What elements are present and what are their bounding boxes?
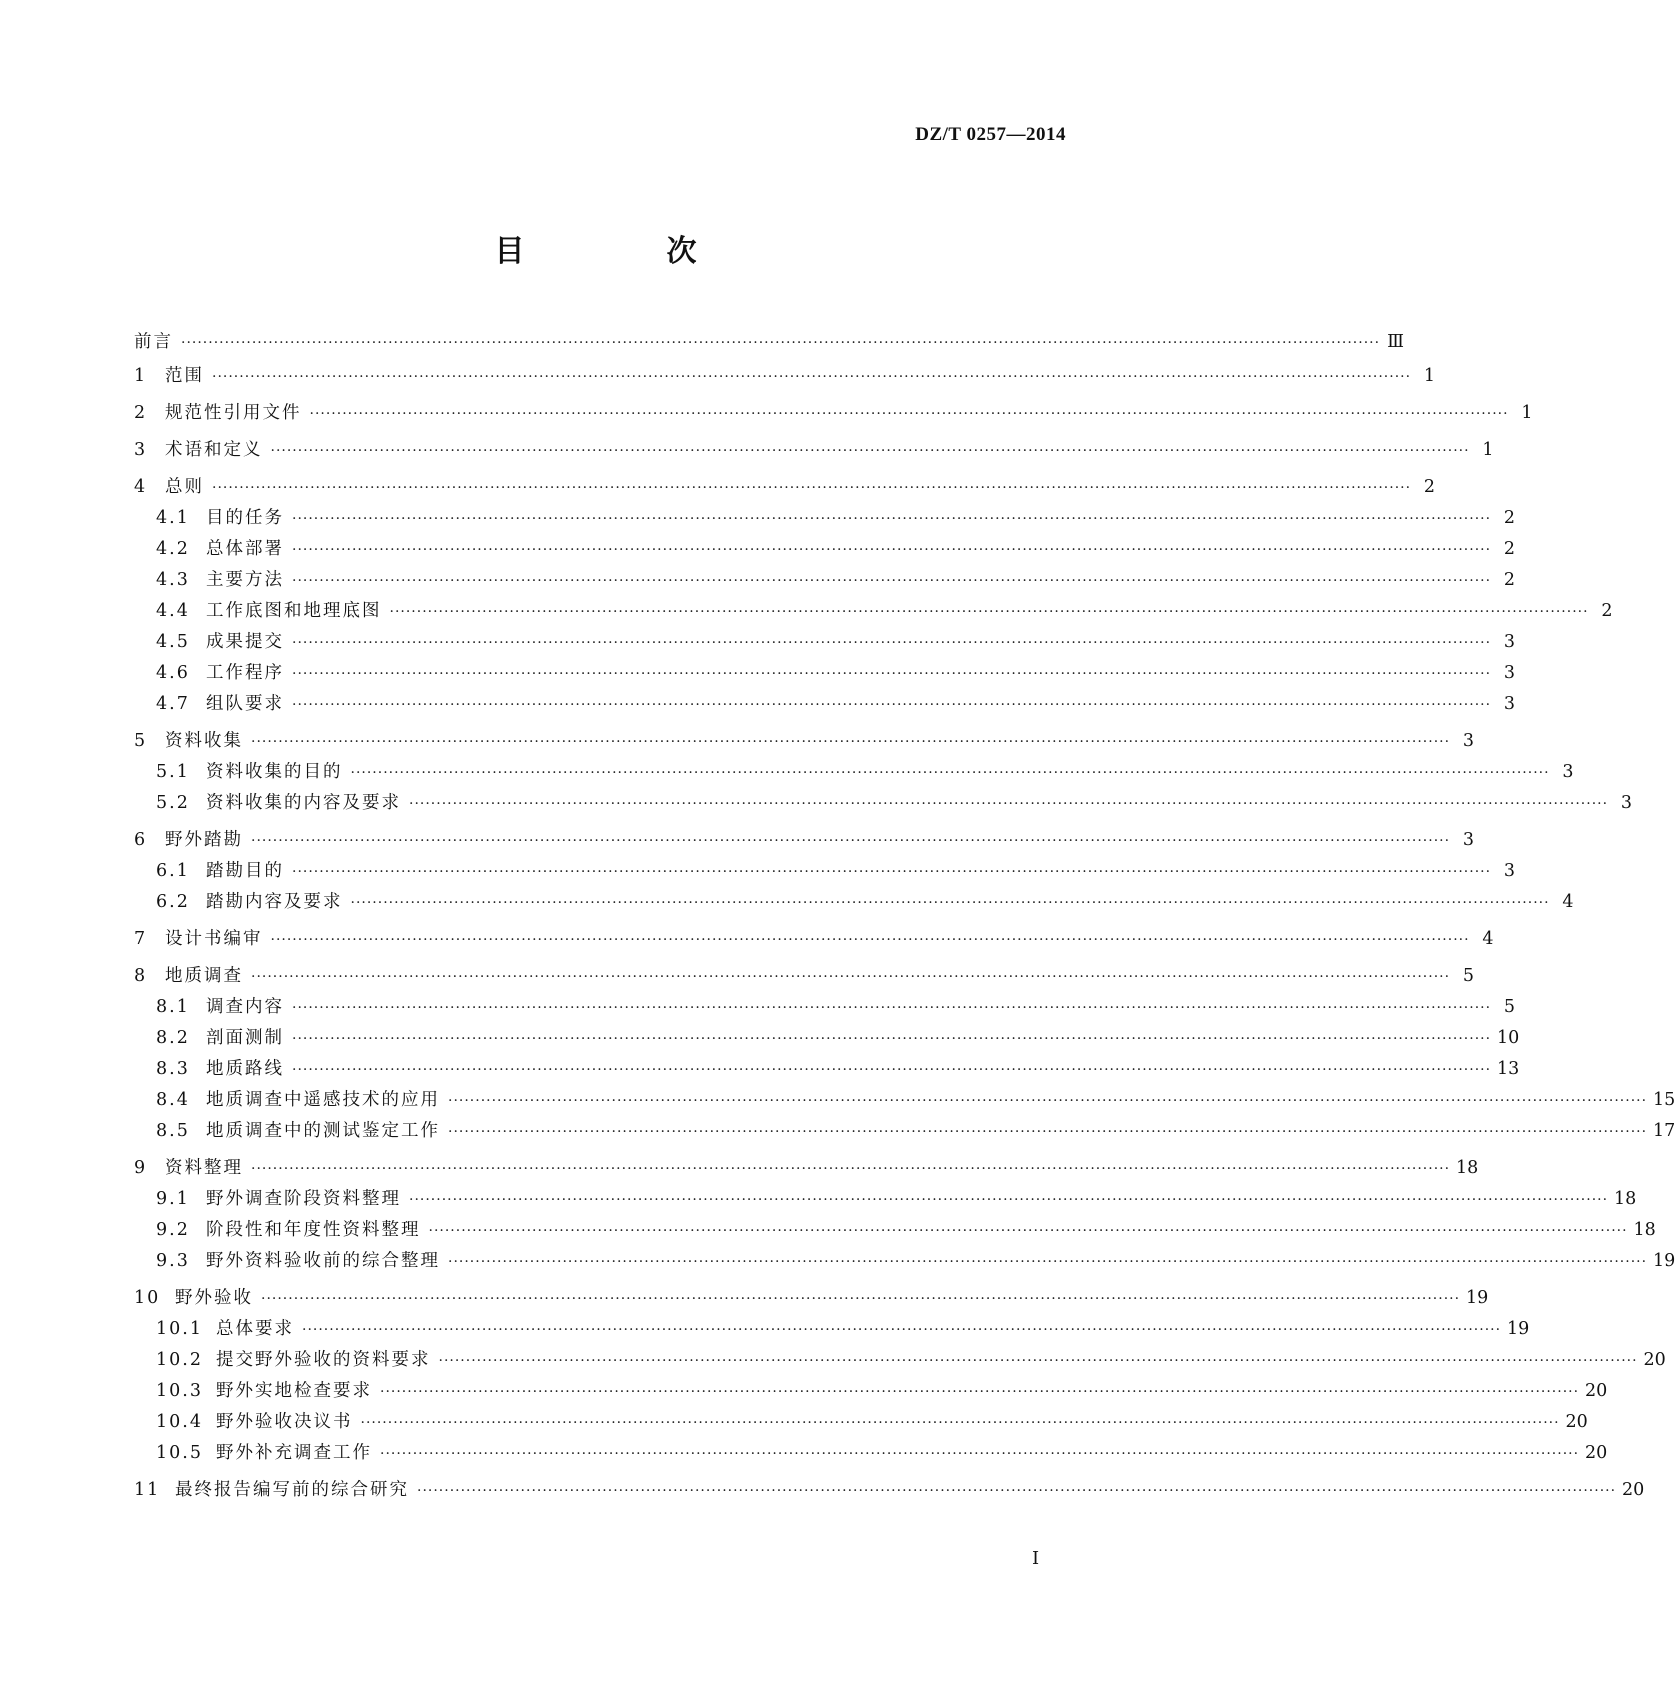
toc-entry-number: 4.3 bbox=[156, 570, 190, 590]
toc-entry-label: 术语和定义 bbox=[165, 440, 263, 460]
toc-dot-leader: ···························································································································································································································· bbox=[350, 765, 1550, 781]
toc-dot-leader: ···························································································································································································································· bbox=[380, 1446, 1580, 1462]
toc-dot-leader: ···························································································································································································································· bbox=[428, 1223, 1628, 1239]
toc-entry-number: 8.1 bbox=[156, 997, 190, 1017]
toc-entry-label: 阶段性和年度性资料整理 bbox=[206, 1220, 421, 1240]
toc-dot-leader: ···························································································································································································································· bbox=[292, 1000, 1492, 1016]
toc-dot-leader: ···························································································································································································································· bbox=[380, 1384, 1580, 1400]
toc-entry-page: 3 bbox=[1503, 861, 1516, 881]
toc-dot-leader: ···························································································································································································································· bbox=[292, 864, 1492, 880]
toc-dot-leader: ···························································································································································································································· bbox=[292, 697, 1492, 713]
toc-entry-page: 18 bbox=[1633, 1220, 1656, 1240]
toc-entry-number: 4.4 bbox=[156, 601, 190, 621]
toc-dot-leader: ···························································································································································································································· bbox=[389, 604, 1589, 620]
toc-entry[interactable] bbox=[134, 570, 1516, 590]
toc-entry-label: 剖面测制 bbox=[206, 1028, 284, 1048]
toc-entry[interactable] bbox=[134, 1028, 1520, 1048]
toc-entry-number: 9.3 bbox=[156, 1251, 190, 1271]
toc-entry-number: 5 bbox=[134, 731, 148, 751]
page-title: 目 次 bbox=[494, 234, 753, 269]
toc-entry-label: 资料收集的目的 bbox=[206, 762, 343, 782]
toc-entry-page: 2 bbox=[1503, 508, 1516, 528]
toc-entry[interactable] bbox=[134, 997, 1516, 1017]
toc-entry-label: 规范性引用文件 bbox=[165, 403, 302, 423]
toc-entry-page: 10 bbox=[1497, 1028, 1520, 1048]
toc-dot-leader: ···························································································································································································································· bbox=[251, 734, 1451, 750]
toc-entry[interactable] bbox=[134, 1158, 1479, 1178]
toc-entry-label: 成果提交 bbox=[206, 632, 284, 652]
toc-entry-number: 3 bbox=[134, 440, 148, 460]
toc-entry-label: 范围 bbox=[165, 366, 204, 386]
toc-entry-number: 5.2 bbox=[156, 793, 190, 813]
toc-entry-label: 野外调查阶段资料整理 bbox=[206, 1189, 401, 1209]
toc-entry-label: 总则 bbox=[165, 477, 204, 497]
toc-entry-page: 20 bbox=[1565, 1412, 1588, 1432]
toc-entry-number: 9.1 bbox=[156, 1189, 190, 1209]
toc-entry-label: 野外验收决议书 bbox=[216, 1412, 353, 1432]
toc-entry[interactable] bbox=[134, 477, 1436, 497]
toc-entry-page: 3 bbox=[1503, 632, 1516, 652]
toc-entry-label: 工作底图和地理底图 bbox=[206, 601, 382, 621]
toc-dot-leader: ···························································································································································································································· bbox=[302, 1322, 1502, 1338]
toc-entry-label: 资料整理 bbox=[165, 1158, 243, 1178]
toc-dot-leader: ···························································································································································································································· bbox=[292, 573, 1492, 589]
toc-entry-number: 11 bbox=[134, 1480, 161, 1500]
toc-entry-page: 5 bbox=[1462, 966, 1475, 986]
toc-dot-leader: ···························································································································································································································· bbox=[448, 1093, 1648, 1109]
toc-entry-number: 1 bbox=[134, 366, 148, 386]
toc-entry[interactable] bbox=[134, 1319, 1530, 1339]
toc-entry-number: 4 bbox=[134, 477, 148, 497]
toc-entry-page: 20 bbox=[1585, 1381, 1608, 1401]
toc-entry[interactable] bbox=[134, 663, 1516, 683]
toc-entry-number: 10 bbox=[134, 1288, 161, 1308]
toc-entry-page: 20 bbox=[1585, 1443, 1608, 1463]
toc-entry[interactable] bbox=[134, 366, 1436, 386]
toc-entry-number: 9.2 bbox=[156, 1220, 190, 1240]
toc-entry-number: 10.1 bbox=[156, 1319, 203, 1339]
toc-dot-leader: ···························································································································································································································· bbox=[350, 895, 1550, 911]
toc-entry-page: 20 bbox=[1643, 1350, 1666, 1370]
toc-dot-leader: ···························································································································································································································· bbox=[261, 1291, 1461, 1307]
toc-entry[interactable] bbox=[134, 830, 1475, 850]
toc-entry-number: 4.2 bbox=[156, 539, 190, 559]
toc-entry-label: 资料收集的内容及要求 bbox=[206, 793, 401, 813]
toc-entry[interactable] bbox=[134, 1480, 1645, 1500]
toc-entry-number: 6 bbox=[134, 830, 148, 850]
toc-entry-page: 3 bbox=[1620, 793, 1633, 813]
toc-entry-page: 15 bbox=[1653, 1090, 1675, 1110]
toc-entry-number: 4.1 bbox=[156, 508, 190, 528]
toc-entry-label: 野外踏勘 bbox=[165, 830, 243, 850]
toc-entry-label: 主要方法 bbox=[206, 570, 284, 590]
toc-entry-page: 19 bbox=[1653, 1251, 1675, 1271]
toc-entry-page: 4 bbox=[1562, 892, 1574, 912]
toc-entry-number: 10.3 bbox=[156, 1381, 203, 1401]
toc-dot-leader: ···························································································································································································································· bbox=[270, 443, 1470, 459]
toc-entry-label: 资料收集 bbox=[165, 731, 243, 751]
toc-entry-page: 1 bbox=[1482, 440, 1494, 460]
toc-entry[interactable] bbox=[134, 632, 1516, 652]
toc-entry[interactable] bbox=[134, 1090, 1675, 1110]
toc-dot-leader: ···························································································································································································································· bbox=[292, 666, 1492, 682]
toc-entry[interactable] bbox=[134, 1189, 1637, 1209]
toc-entry-label: 地质路线 bbox=[206, 1059, 284, 1079]
toc-dot-leader: ···························································································································································································································· bbox=[251, 833, 1451, 849]
toc-entry[interactable] bbox=[134, 1288, 1489, 1308]
toc-entry-number: 5.1 bbox=[156, 762, 190, 782]
toc-entry-number: 4.5 bbox=[156, 632, 190, 652]
toc-entry-label: 前言 bbox=[134, 332, 173, 352]
toc-entry[interactable] bbox=[134, 892, 1574, 912]
toc-entry[interactable] bbox=[134, 1443, 1608, 1463]
toc-dot-leader: ···························································································································································································································· bbox=[251, 969, 1451, 985]
toc-entry[interactable] bbox=[134, 539, 1516, 559]
toc-entry-label: 野外验收 bbox=[175, 1288, 253, 1308]
toc-dot-leader: ···························································································································································································································· bbox=[409, 1192, 1609, 1208]
toc-entry-number: 10.4 bbox=[156, 1412, 203, 1432]
toc-dot-leader: ···························································································································································································································· bbox=[292, 1031, 1492, 1047]
toc-entry-number: 10.5 bbox=[156, 1443, 203, 1463]
toc-dot-leader: ···························································································································································································································· bbox=[251, 1161, 1451, 1177]
toc-entry-number: 8.5 bbox=[156, 1121, 190, 1141]
toc-entry-label: 野外补充调查工作 bbox=[216, 1443, 372, 1463]
toc-entry-label: 目的任务 bbox=[206, 508, 284, 528]
toc-entry-label: 工作程序 bbox=[206, 663, 284, 683]
toc-entry-label: 组队要求 bbox=[206, 694, 284, 714]
toc-entry-label: 地质调查中的测试鉴定工作 bbox=[206, 1121, 440, 1141]
toc-entry[interactable] bbox=[134, 694, 1516, 714]
toc-entry-page: 17 bbox=[1653, 1121, 1675, 1141]
toc-entry[interactable] bbox=[134, 762, 1574, 782]
toc-entry[interactable] bbox=[134, 1121, 1675, 1141]
toc-entry-number: 8 bbox=[134, 966, 148, 986]
toc-entry-page: 18 bbox=[1456, 1158, 1479, 1178]
toc-entry-page: 5 bbox=[1503, 997, 1516, 1017]
toc-entry-label: 野外资料验收前的综合整理 bbox=[206, 1251, 440, 1271]
standard-code: DZ/T 0257—2014 bbox=[915, 124, 1066, 145]
toc-entry-page: 3 bbox=[1562, 762, 1574, 782]
toc-entry-label: 调查内容 bbox=[206, 997, 284, 1017]
toc-entry[interactable] bbox=[134, 332, 1405, 352]
toc-dot-leader: ···························································································································································································································· bbox=[181, 335, 1381, 351]
toc-dot-leader: ···························································································································································································································· bbox=[409, 796, 1609, 812]
toc-entry-number: 8.2 bbox=[156, 1028, 190, 1048]
toc-dot-leader: ···························································································································································································································· bbox=[292, 635, 1492, 651]
toc-dot-leader: ···························································································································································································································· bbox=[438, 1353, 1638, 1369]
toc-entry[interactable] bbox=[134, 1412, 1588, 1432]
toc-entry-page: Ⅲ bbox=[1387, 332, 1405, 352]
toc-entry-page: 20 bbox=[1622, 1480, 1645, 1500]
toc-entry-page: 1 bbox=[1423, 366, 1436, 386]
toc-entry[interactable] bbox=[134, 1251, 1675, 1271]
toc-entry-label: 设计书编审 bbox=[165, 929, 263, 949]
toc-entry-number: 6.1 bbox=[156, 861, 190, 881]
toc-entry-label: 野外实地检查要求 bbox=[216, 1381, 372, 1401]
toc-entry-label: 提交野外验收的资料要求 bbox=[216, 1350, 431, 1370]
toc-entry[interactable] bbox=[134, 403, 1533, 423]
toc-entry-number: 7 bbox=[134, 929, 148, 949]
toc-entry[interactable] bbox=[134, 440, 1494, 460]
toc-entry-label: 最终报告编写前的综合研究 bbox=[175, 1480, 409, 1500]
toc-entry-number: 10.2 bbox=[156, 1350, 203, 1370]
page-number: I bbox=[1032, 1548, 1040, 1569]
toc-entry[interactable] bbox=[134, 793, 1633, 813]
toc-entry[interactable] bbox=[134, 861, 1516, 881]
toc-entry-page: 18 bbox=[1614, 1189, 1637, 1209]
toc-entry-page: 2 bbox=[1503, 539, 1516, 559]
toc-entry-label: 总体要求 bbox=[216, 1319, 294, 1339]
toc-entry-page: 3 bbox=[1503, 694, 1516, 714]
toc-entry-page: 2 bbox=[1601, 601, 1613, 621]
toc-entry-page: 3 bbox=[1462, 731, 1475, 751]
toc-entry[interactable] bbox=[134, 508, 1516, 528]
toc-entry-page: 19 bbox=[1466, 1288, 1489, 1308]
toc-entry-label: 踏勘目的 bbox=[206, 861, 284, 881]
toc-entry-number: 4.7 bbox=[156, 694, 190, 714]
toc-dot-leader: ···························································································································································································································· bbox=[292, 542, 1492, 558]
toc-entry-number: 6.2 bbox=[156, 892, 190, 912]
toc-dot-leader: ···························································································································································································································· bbox=[448, 1124, 1648, 1140]
toc-entry-label: 地质调查 bbox=[165, 966, 243, 986]
toc-entry-number: 8.4 bbox=[156, 1090, 190, 1110]
toc-entry[interactable] bbox=[134, 1059, 1520, 1079]
toc-entry-number: 4.6 bbox=[156, 663, 190, 683]
toc-dot-leader: ···························································································································································································································· bbox=[360, 1415, 1560, 1431]
toc-entry-page: 1 bbox=[1521, 403, 1533, 423]
toc-entry[interactable] bbox=[134, 929, 1494, 949]
toc-dot-leader: ···························································································································································································································· bbox=[270, 932, 1470, 948]
toc-dot-leader: ···························································································································································································································· bbox=[292, 1062, 1492, 1078]
toc-entry[interactable] bbox=[134, 966, 1475, 986]
toc-dot-leader: ···························································································································································································································· bbox=[292, 511, 1492, 527]
toc-entry-page: 3 bbox=[1503, 663, 1516, 683]
toc-entry[interactable] bbox=[134, 1350, 1666, 1370]
toc-entry-page: 2 bbox=[1503, 570, 1516, 590]
toc-entry[interactable] bbox=[134, 601, 1613, 621]
toc-entry-page: 2 bbox=[1423, 477, 1436, 497]
toc-entry[interactable] bbox=[134, 1381, 1608, 1401]
toc-dot-leader: ···························································································································································································································· bbox=[448, 1254, 1648, 1270]
toc-entry[interactable] bbox=[134, 1220, 1656, 1240]
toc-entry-page: 19 bbox=[1507, 1319, 1530, 1339]
toc-entry-number: 2 bbox=[134, 403, 148, 423]
toc-entry-label: 地质调查中遥感技术的应用 bbox=[206, 1090, 440, 1110]
toc-entry-label: 踏勘内容及要求 bbox=[206, 892, 343, 912]
toc-entry-number: 9 bbox=[134, 1158, 148, 1178]
toc-entry[interactable] bbox=[134, 731, 1475, 751]
toc-entry-page: 4 bbox=[1482, 929, 1494, 949]
toc-entry-number: 8.3 bbox=[156, 1059, 190, 1079]
toc-dot-leader: ···························································································································································································································· bbox=[212, 369, 1412, 385]
toc-dot-leader: ···························································································································································································································· bbox=[212, 480, 1412, 496]
table-of-contents bbox=[134, 332, 1675, 1500]
toc-entry-page: 13 bbox=[1497, 1059, 1520, 1079]
toc-entry-label: 总体部署 bbox=[206, 539, 284, 559]
toc-dot-leader: ···························································································································································································································· bbox=[309, 406, 1509, 422]
toc-entry-page: 3 bbox=[1462, 830, 1475, 850]
toc-dot-leader: ···························································································································································································································· bbox=[417, 1483, 1617, 1499]
